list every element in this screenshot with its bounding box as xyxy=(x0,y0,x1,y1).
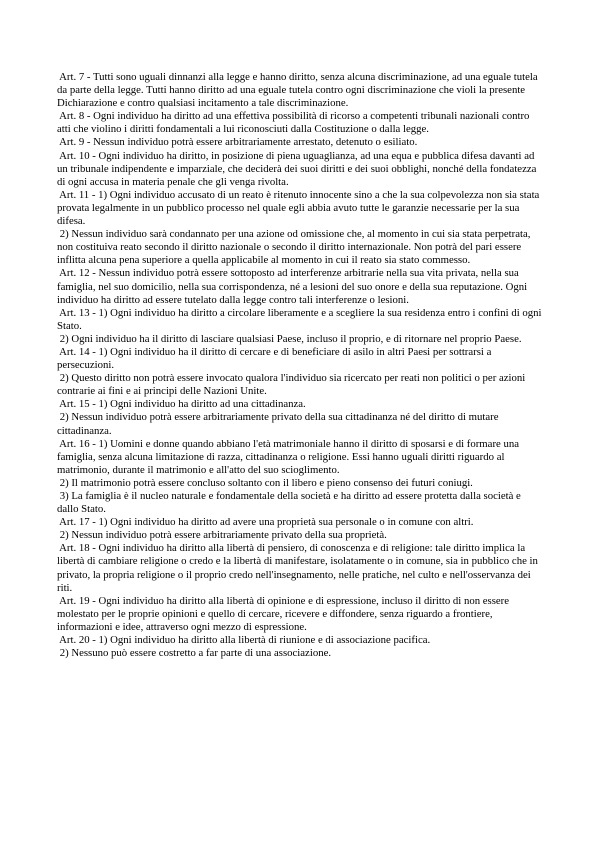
article-16-paragraph-1: Art. 16 - 1) Uomini e donne quando abbiano l'età matrimoniale hanno il diritto di sposarsi e di formare una famiglia, senza alcuna limitazione di razza, cittadinanza o religione. Essi hanno uguali diritti riguardo al matrimonio, durante il matrimonio e all'atto del suo scioglimento. xyxy=(57,437,520,476)
article-20-paragraph-2: 2) Nessuno può essere costretto a far parte di una associazione. xyxy=(59,647,332,660)
article-14-paragraph-1: Art. 14 - 1) Ogni individuo ha il diritto di cercare e di beneficiare di asilo in altri Paesi per sottrarsi a persecuzioni. xyxy=(57,345,492,372)
article-12: Art. 12 - Nessun individuo potrà essere sottoposto ad interferenze arbitrarie nella sua vita privata, nella sua famiglia, nel suo domicilio, nella sua corrispondenza, né a lesioni del suo onore e della sua reputazione. Ogni individuo ha diritto ad essere tutelato dalla legge contro tali interferenze o lesioni. xyxy=(57,267,528,306)
article-20-paragraph-1: Art. 20 - 1) Ogni individuo ha diritto alla libertà di riunione e di associazione pacifica. xyxy=(59,634,431,647)
article-16-paragraph-2: 2) Il matrimonio potrà essere concluso soltanto con il libero e pieno consenso dei futuri coniugi. xyxy=(59,476,473,489)
article-15-paragraph-1: Art. 15 - 1) Ogni individuo ha diritto ad una cittadinanza. xyxy=(59,398,306,411)
article-10: Art. 10 - Ogni individuo ha diritto, in posizione di piena uguaglianza, ad una equa e pubblica difesa davanti ad un tribunale indipendente e imparziale, che deciderà dei suoi diritti e dei suoi obblighi, nonché della fondatezza di ogni accusa in materia penale che gli venga rivolta. xyxy=(57,149,537,188)
article-14-paragraph-2: 2) Questo diritto non potrà essere invocato qualora l'individuo sia ricercato per reati non politici o per azioni contrarie ai fini e ai principi delle Nazioni Unite. xyxy=(57,372,526,398)
article-13-paragraph-2: 2) Ogni individuo ha il diritto di lasciare qualsiasi Paese, incluso il proprio, e di ritornare nel proprio Paese. xyxy=(59,332,522,345)
article-11-paragraph-2: 2) Nessun individuo sarà condannato per una azione od omissione che, al momento in cui sia stata perpetrata, non costituiva reato secondo il diritto nazionale o secondo il diritto internazionale. Non potrà del pari essere inflitta alcuna pena superiore a quella applicabile al momento in cui il reato sia stato commesso. xyxy=(57,228,531,267)
article-7: Art. 7 - Tutti sono uguali dinnanzi alla legge e hanno diritto, senza alcuna discriminazione, ad una eguale tutela da parte della legge. Tutti hanno diritto ad una eguale tutela contro ogni discriminazione che violi la presente Dichiarazione e contro qualsiasi incitamento a tale discriminazione. xyxy=(57,71,538,110)
document-page xyxy=(57,71,544,660)
article-19: Art. 19 - Ogni individuo ha diritto alla libertà di opinione e di espressione, incluso il diritto di non essere molestato per le proprie opinioni e quello di cercare, ricevere e diffondere, senza riguardo a frontiere, informazioni e idee, attraverso ogni mezzo di espressione. xyxy=(57,594,510,633)
article-13-paragraph-1: Art. 13 - 1) Ogni individuo ha diritto a circolare liberamente e a scegliere la sua residenza entro i confini di ogni Stato. xyxy=(57,306,542,332)
article-17-paragraph-2: 2) Nessun individuo potrà essere arbitrariamente privato della sua proprietà. xyxy=(59,529,387,542)
article-17-paragraph-1: Art. 17 - 1) Ogni individuo ha diritto ad avere una proprietà sua personale o in comune con altri. xyxy=(59,516,474,529)
article-8: Art. 8 - Ogni individuo ha diritto ad una effettiva possibilità di ricorso a competenti tribunali nazionali contro atti che violino i diritti fondamentali a lui riconosciuti dalla Costituzione o dalla legge. xyxy=(57,110,530,136)
article-9: Art. 9 - Nessun individuo potrà essere arbitrariamente arrestato, detenuto o esiliato. xyxy=(59,136,418,149)
article-18: Art. 18 - Ogni individuo ha diritto alla libertà di pensiero, di conoscenza e di religione: tale diritto implica la libertà di cambiare religione o credo e la libertà di manifestare, isolatamente o in comune, sia in pubblico che in privato, la propria religione o il proprio credo nell'insegnamento, nelle pratiche, nel culto e nell'osservanza dei riti. xyxy=(57,542,538,594)
article-16-paragraph-3: 3) La famiglia è il nucleo naturale e fondamentale della società e ha diritto ad essere protetta dalla società e dallo Stato. xyxy=(57,490,521,516)
article-15-paragraph-2: 2) Nessun individuo potrà essere arbitrariamente privato della sua cittadinanza né del diritto di mutare cittadinanza. xyxy=(57,411,499,437)
article-11-paragraph-1: Art. 11 - 1) Ogni individuo accusato di un reato è ritenuto innocente sino a che la sua colpevolezza non sia stata provata legalmente in un pubblico processo nel quale egli abbia avuto tutte le garanzie necessarie per la sua difesa. xyxy=(57,188,540,228)
